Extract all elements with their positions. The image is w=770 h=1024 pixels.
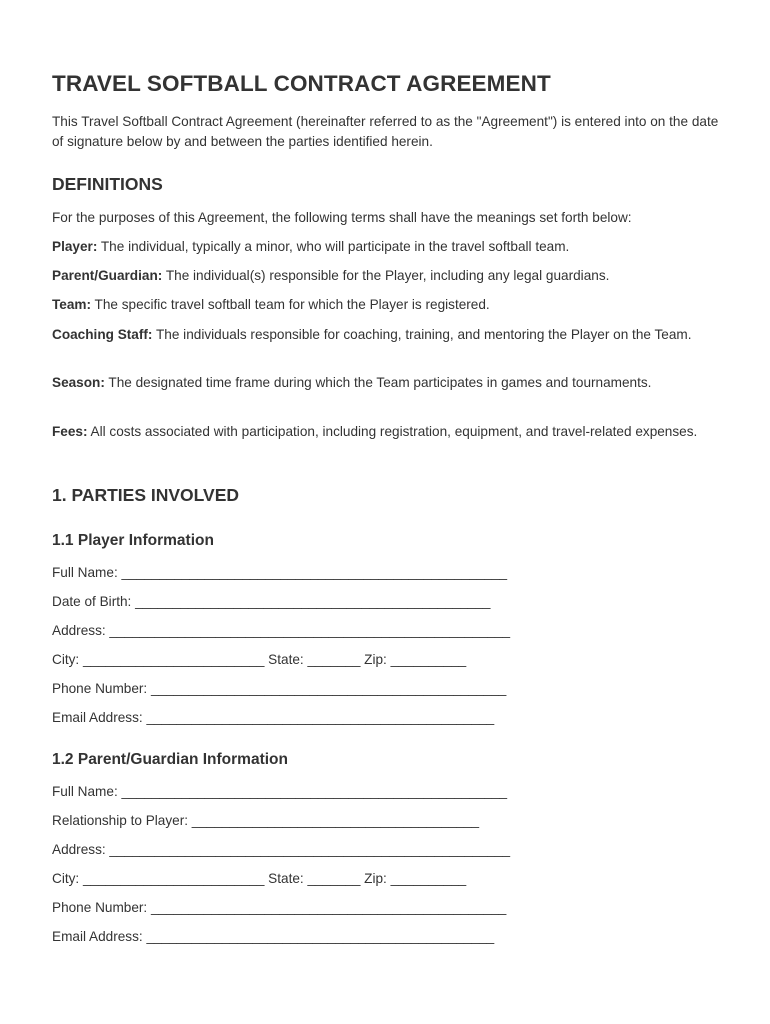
guardian-email-field[interactable]: Email Address: ______________________________________________ (52, 929, 495, 944)
player-phone-field[interactable]: Phone Number: _______________________________________________ (52, 681, 507, 696)
definitions-lead: For the purposes of this Agreement, the following terms shall have the meanings set forth below: (52, 210, 632, 225)
guardian-full-name-field[interactable]: Full Name: ___________________________________________________ (52, 784, 508, 799)
definition-text: All costs associated with participation, including registration, equipment, and travel-related expenses. (87, 424, 698, 439)
definition-term: Coaching Staff: (52, 327, 153, 342)
player-email-field[interactable]: Email Address: ______________________________________________ (52, 710, 495, 725)
definition-season (52, 373, 722, 393)
intro-paragraph: This Travel Softball Contract Agreement (hereinafter referred to as the "Agreement") is entered into on the date of signature below by and between the parties identified herein. (52, 114, 719, 149)
guardian-address-field[interactable]: Address: _____________________________________________________ (52, 842, 511, 857)
definitions-heading: DEFINITIONS (52, 174, 163, 194)
definition-term: Player: (52, 239, 98, 254)
definition-text: The designated time frame during which the Team participates in games and tournaments. (104, 375, 652, 390)
parties-heading: 1. PARTIES INVOLVED (52, 485, 240, 505)
definition-text: The individuals responsible for coaching, training, and mentoring the Player on the Team. (152, 327, 692, 342)
guardian-relationship-field[interactable]: Relationship to Player: ______________________________________ (52, 813, 480, 828)
definition-text: The individual(s) responsible for the Player, including any legal guardians. (162, 268, 610, 283)
definition-player (52, 237, 722, 257)
definition-coaching-staff (52, 325, 722, 345)
player-city-state-zip-field[interactable]: City: ________________________ State: _______ Zip: __________ (52, 652, 467, 667)
document-title: TRAVEL SOFTBALL CONTRACT AGREEMENT (52, 71, 551, 96)
definition-fees (52, 422, 722, 442)
definition-term: Parent/Guardian: (52, 268, 163, 283)
definition-term: Team: (52, 297, 92, 312)
definition-parent-guardian (52, 266, 722, 286)
player-full-name-field[interactable]: Full Name: ___________________________________________________ (52, 565, 508, 580)
definition-team (52, 295, 722, 315)
definition-term: Season: (52, 375, 105, 390)
definition-text: The specific travel softball team for which the Player is registered. (91, 297, 490, 312)
guardian-phone-field[interactable]: Phone Number: _______________________________________________ (52, 900, 507, 915)
player-date-of-birth-field[interactable]: Date of Birth: _______________________________________________ (52, 594, 491, 609)
player-info-heading: 1.1 Player Information (52, 532, 214, 549)
guardian-city-state-zip-field[interactable]: City: ________________________ State: _______ Zip: __________ (52, 871, 467, 886)
player-address-field[interactable]: Address: _____________________________________________________ (52, 623, 511, 638)
definition-term: Fees: (52, 424, 88, 439)
definition-text: The individual, typically a minor, who will participate in the travel softball team. (97, 239, 570, 254)
guardian-info-heading: 1.2 Parent/Guardian Information (52, 751, 288, 768)
